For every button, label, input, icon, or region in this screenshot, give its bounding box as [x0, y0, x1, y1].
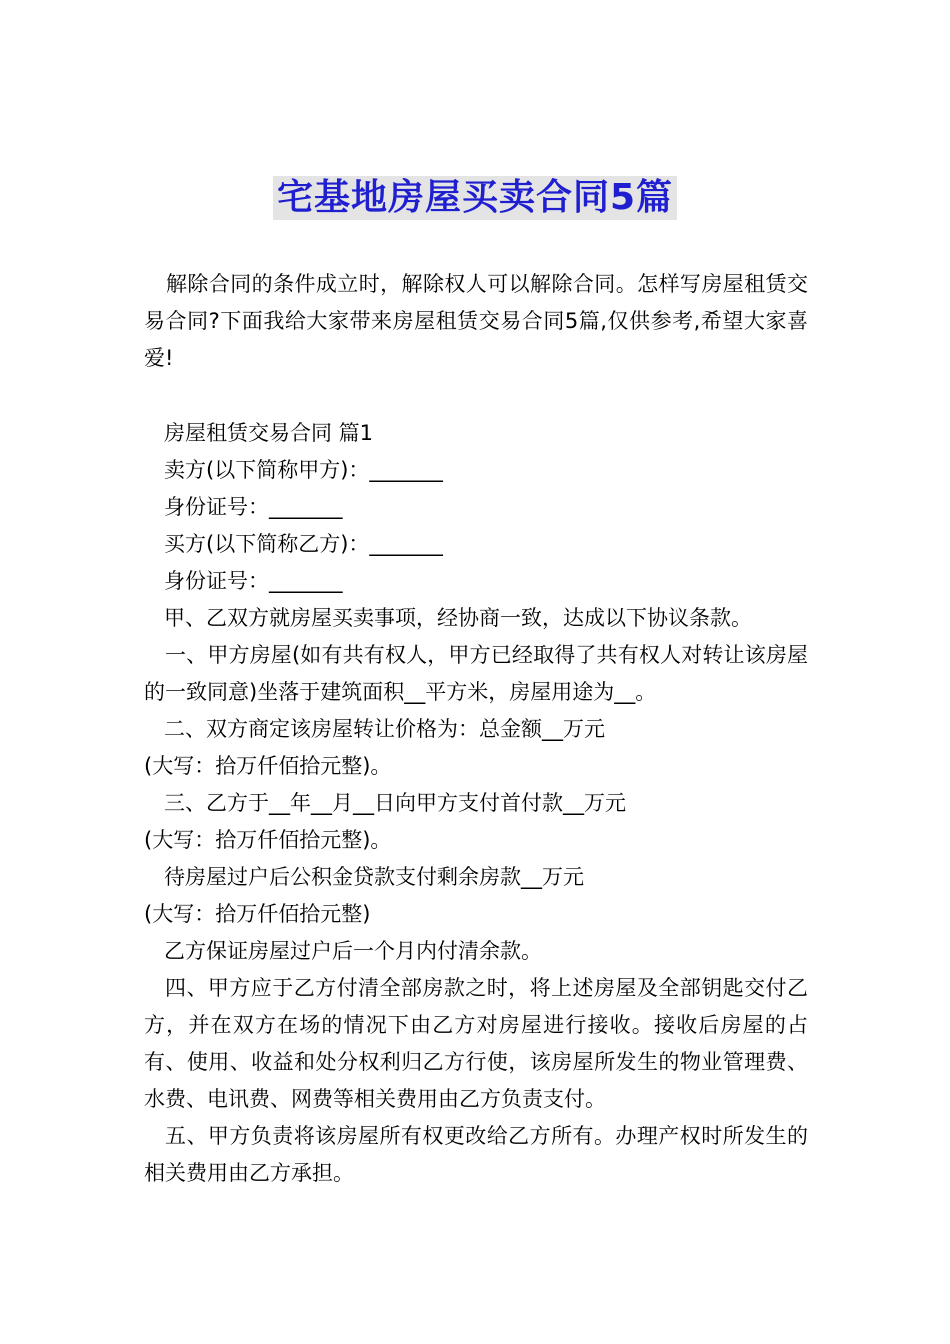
- clause-3-caps: (大写：拾万仟佰拾元整)。: [144, 828, 392, 852]
- clause-3-loan: 待房屋过户后公积金贷款支付剩余房款__万元: [164, 865, 584, 889]
- section-heading: 房屋租赁交易合同 篇1: [164, 421, 374, 445]
- document-title: 宅基地房屋买卖合同5篇: [273, 176, 677, 220]
- buyer-line: 买方(以下简称乙方)：_______: [164, 532, 443, 556]
- title-container: [0, 176, 950, 220]
- seller-id-line: 身份证号：_______: [164, 495, 343, 519]
- clause-2-caps: (大写：拾万仟佰拾元整)。: [144, 754, 392, 778]
- clause-3-loan-caps: (大写：拾万仟佰拾元整): [144, 902, 371, 926]
- buyer-id-line: 身份证号：_______: [164, 569, 343, 593]
- intro-paragraph: 解除合同的条件成立时，解除权人可以解除合同。怎样写房屋租赁交易合同?下面我给大家带来房屋租赁交易合同5篇,仅供参考,希望大家喜爱!: [144, 272, 808, 370]
- clause-5: 五、甲方负责将该房屋所有权更改给乙方所有。办理产权时所发生的相关费用由乙方承担。: [144, 1124, 808, 1185]
- paragraph-spacer: [144, 377, 808, 415]
- clause-4: 四、甲方应于乙方付清全部房款之时，将上述房屋及全部钥匙交付乙方，并在双方在场的情况下由乙方对房屋进行接收。接收后房屋的占有、使用、收益和处分权利归乙方行使，该房屋所发生的物业管理费、水费、电讯费、网费等相关费用由乙方负责支付。: [144, 976, 808, 1111]
- document-body: [144, 266, 808, 1192]
- seller-line: 卖方(以下简称甲方)：_______: [164, 458, 443, 482]
- clause-1: 一、甲方房屋(如有共有权人，甲方已经取得了共有权人对转让该房屋的一致同意)坐落于建筑面积__平方米，房屋用途为__。: [144, 643, 808, 704]
- agreement-line: 甲、乙双方就房屋买卖事项，经协商一致，达成以下协议条款。: [164, 606, 752, 630]
- clause-3-guarantee: 乙方保证房屋过户后一个月内付清余款。: [164, 939, 542, 963]
- clause-3: 三、乙方于__年__月__日向甲方支付首付款__万元: [164, 791, 626, 815]
- clause-2: 二、双方商定该房屋转让价格为：总金额__万元: [164, 717, 605, 741]
